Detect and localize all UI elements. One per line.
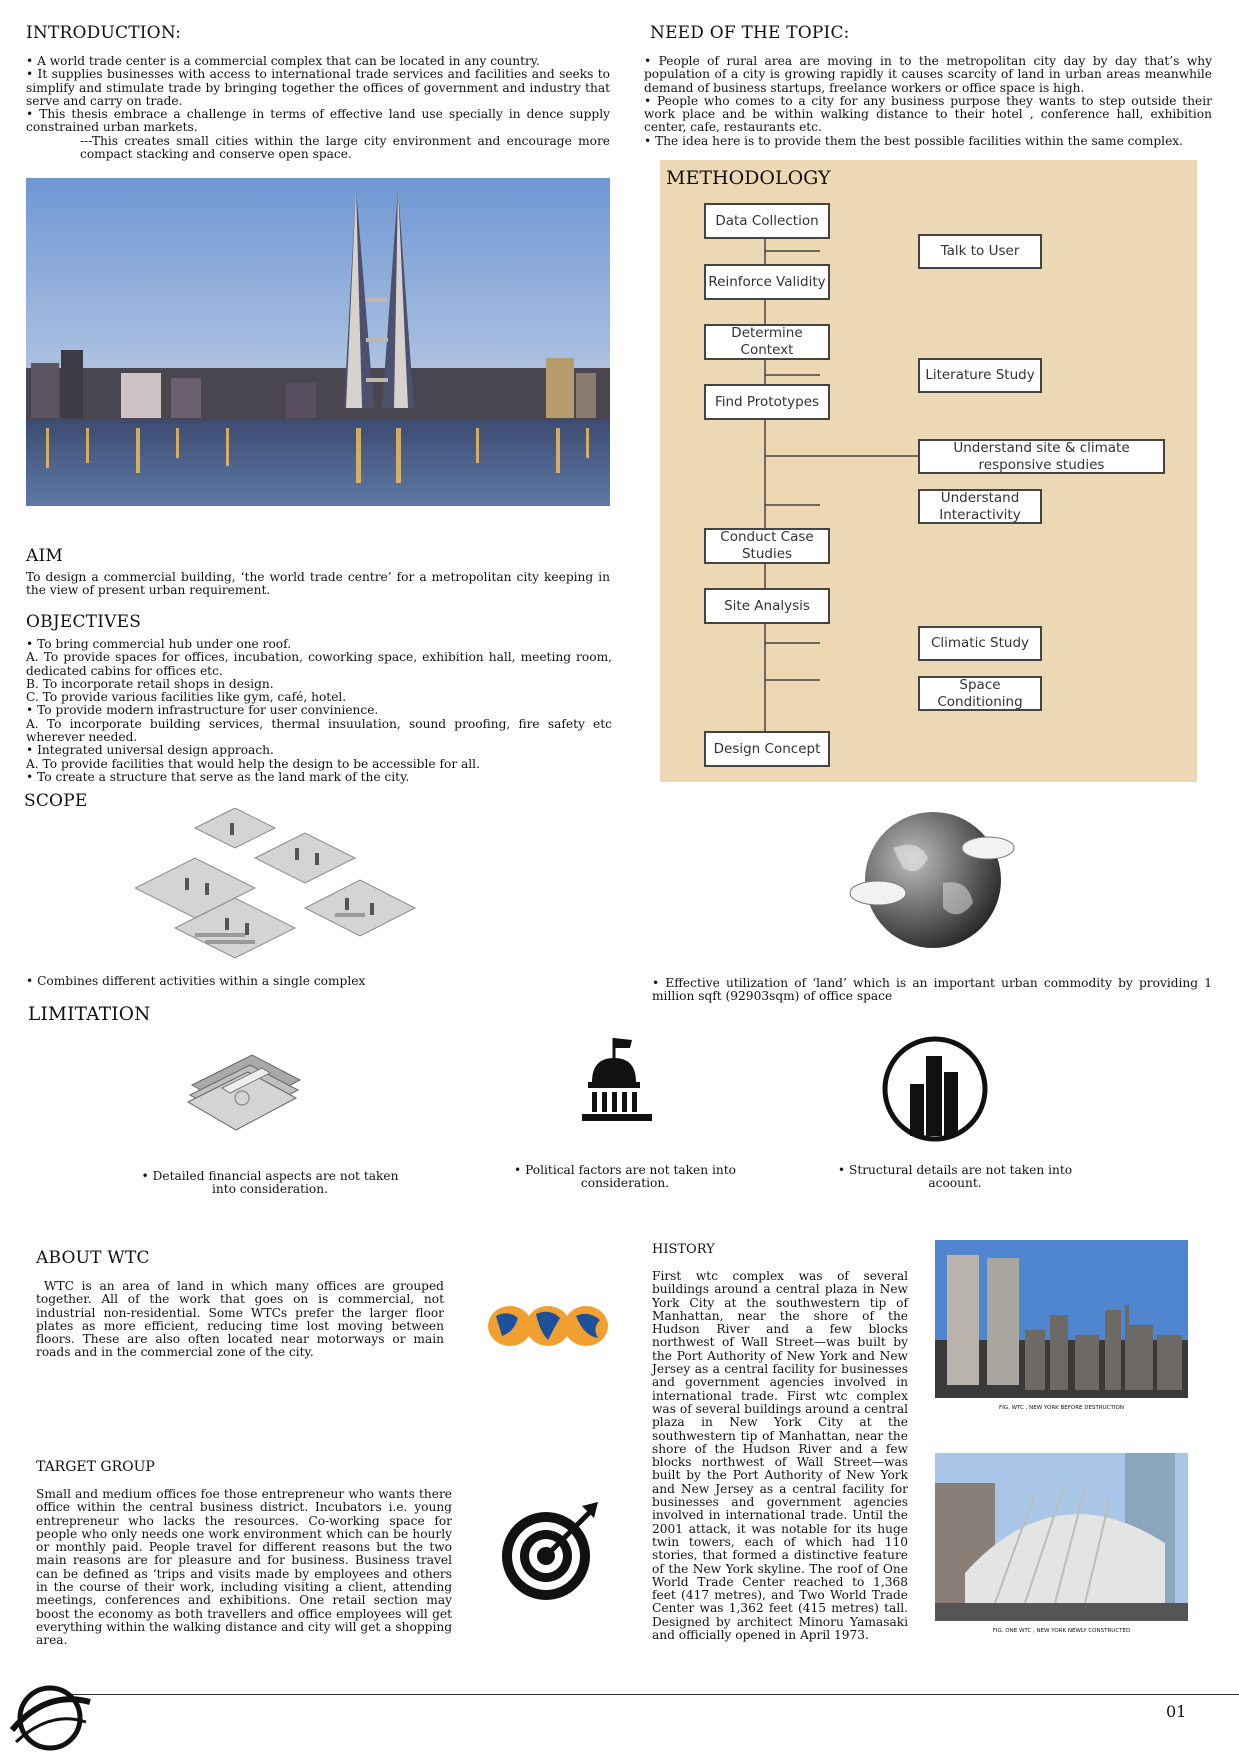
method-step-right: Understand Interactivity: [918, 489, 1042, 524]
skyscraper-circle-icon: [880, 1034, 990, 1144]
target-text: Small and medium offices foe those entrepreneur who wants there office within the central business district. Incubators i.e. young entrepreneur who lacks the resources. Co-working space for people who only needs one work environment which can be hourly or monthly paid. People travel for different reasons but the two main reasons are for pleasure and for business. Business travel can be defined as ‘trips and visits made by employees and others in the course of their work, including visiting a client, attending meetings, conferences and exhibitions. One retail section may boost the economy as both travellers and office employees will get everything within the walking distance and city will get a shopping area.: [36, 1487, 452, 1648]
intro-bullet: • It supplies businesses with access to international trade services and facilities and seeks to simplify and stimulate trade by bringing together the offices of government and industry that serve and carry on trade.: [26, 67, 610, 108]
wtc-twin-towers-photo: [935, 1240, 1188, 1398]
objective-item: A. To provide facilities that would help the design to be accessible for all.: [26, 756, 480, 771]
history-text: First wtc complex was of several buildings around a central plaza in New York City at the southwestern tip of Manhattan, near the shore of the Hudson River and a few blocks northwest of Wall Street—was built by the Port Authority of New York and New Jersey as a central facility for businesses and government agencies involved in international trade. First wtc complex was of several buildings around a central plaza in New York City at the southwestern tip of Manhattan, near the shore of the Hudson River and a few blocks northwest of Wall Street—was built by the Port Authority of New York and New Jersey as a central facility for businesses and government agencies involved in international trade. Until the 2001 attack, it was notable for its huge twin towers, each of which had 110 stories, that formed a distinctive feature of the New York skyline. The roof of One World Trade Center reached to 1,368 feet (417 metres), and Two World Trade Center was 1,362 feet (415 metres) tall. Designed by architect Minoru Yamasaki and officially opened in April 1973.: [652, 1269, 908, 1643]
objective-item: B. To incorporate retail shops in design.: [26, 676, 274, 691]
limitation-item: • Structural details are not taken into acoount.: [837, 1163, 1073, 1191]
methodology-heading: METHODOLOGY: [666, 167, 831, 189]
office-isometric-illustration: [135, 808, 425, 963]
objectives-heading: OBJECTIVES: [26, 612, 142, 632]
need-heading: NEED OF THE TOPIC:: [650, 23, 850, 43]
money-icon: [182, 1040, 307, 1135]
method-step-left: Design Concept: [704, 731, 830, 767]
intro-bullet: • A world trade center is a commercial complex that can be located in any country.: [26, 54, 540, 68]
footer-logo-icon: [6, 1680, 92, 1754]
history-heading: HISTORY: [652, 1242, 715, 1257]
aim-text: To design a commercial building, ‘the world trade centre’ for a metropolitan city keeping in the view of present urban requirement.: [26, 570, 610, 598]
need-bullet: • People who comes to a city for any business purpose they wants to step outside their work place and be within walking distance to their hotel , conference hall, exhibition center, cafe, restaurants etc.: [644, 93, 1212, 135]
limitation-item: • Political factors are not taken into consideration.: [514, 1163, 736, 1191]
aim-heading: AIM: [26, 546, 63, 566]
need-text: [644, 55, 1212, 148]
objective-item: A. To provide spaces for offices, incubation, coworking space, exhibition hall, meeting room, dedicated cabins for offices etc.: [26, 650, 612, 678]
target-dartboard-icon: [498, 1498, 604, 1604]
globe-icon: [848, 808, 1018, 953]
intro-heading: INTRODUCTION:: [26, 23, 182, 43]
intro-text: [26, 55, 610, 161]
target-heading: TARGET GROUP: [36, 1459, 155, 1475]
objective-item: C. To provide various facilities like gym, café, hotel.: [26, 690, 347, 705]
page-number: 01: [1166, 1702, 1187, 1721]
objective-item: • To create a structure that serve as the land mark of the city.: [26, 769, 410, 784]
objective-item: • To provide modern infrastructure for user convinience.: [26, 703, 379, 718]
scope-left-text: • Combines different activities within a single complex: [26, 974, 366, 988]
scope-right-text: • Effective utilization of ‘land’ which is an important urban commodity by providing 1 million sqft (92903sqm) of office space: [652, 976, 1212, 1004]
footer-divider: [70, 1694, 1239, 1695]
limitation-item: • Detailed financial aspects are not taken into consideration.: [141, 1169, 399, 1197]
method-step-right: Space Conditioning: [918, 676, 1042, 711]
wtc-bahrain-photo: [26, 178, 610, 506]
scope-heading: SCOPE: [24, 791, 88, 811]
method-step-left: Reinforce Validity: [704, 264, 830, 300]
one-wtc-photo: [935, 1453, 1188, 1621]
method-step-left: Find Prototypes: [704, 384, 830, 420]
fig-caption: FIG. ONE WTC , NEW YORK NEWLY CONSTRUCTED: [992, 1628, 1131, 1634]
objective-item: • To bring commercial hub under one roof.: [26, 637, 292, 651]
need-bullet: • People of rural area are moving in to the metropolitan city day by day that’s why population of a city is growing rapidly it causes scarcity of land in urban areas meanwhile demand of business startups, freelance workers or office space is high.: [644, 54, 1212, 95]
wtca-map-logo: [488, 1302, 608, 1350]
intro-bullet: • This thesis embrace a challenge in terms of effective land use specially in dence supply constrained urban markets.: [26, 107, 610, 135]
method-step-left: Conduct Case Studies: [704, 528, 830, 564]
need-bullet: • The idea here is to provide them the best possible facilities within the same complex.: [644, 133, 1184, 148]
about-heading: ABOUT WTC: [36, 1248, 150, 1268]
method-step-right: Talk to User: [918, 234, 1042, 269]
fig-caption: FIG. WTC , NEW YORK BEFORE DESTRUCTION: [999, 1405, 1124, 1411]
about-text: WTC is an area of land in which many offices are grouped together. All of the work that goes on is commercial, not industrial non-residential. Some WTCs prefer the larger floor plates as more efficient, reducing time lost moving between floors. These are also often located near motorways or main roads and in the commercial zone of the city.: [36, 1279, 444, 1360]
method-step-right: Understand site & climate responsive studies: [918, 439, 1165, 474]
capitol-building-icon: [576, 1034, 658, 1126]
intro-bullet: ---This creates small cities within the large city environment and encourage more compact stacking and conserve open space.: [80, 133, 610, 162]
objective-item: A. To incorporate building services, thermal insuulation, sound proofing, fire safety etc wherever needed.: [26, 716, 612, 745]
objectives-list: [26, 638, 612, 784]
method-step-left: Site Analysis: [704, 588, 830, 624]
method-step-left: Determine Context: [704, 324, 830, 360]
limitation-heading: LIMITATION: [28, 1004, 151, 1025]
method-step-right: Climatic Study: [918, 626, 1042, 661]
method-step-right: Literature Study: [918, 358, 1042, 393]
method-step-left: Data Collection: [704, 203, 830, 239]
objective-item: • Integrated universal design approach.: [26, 743, 274, 758]
